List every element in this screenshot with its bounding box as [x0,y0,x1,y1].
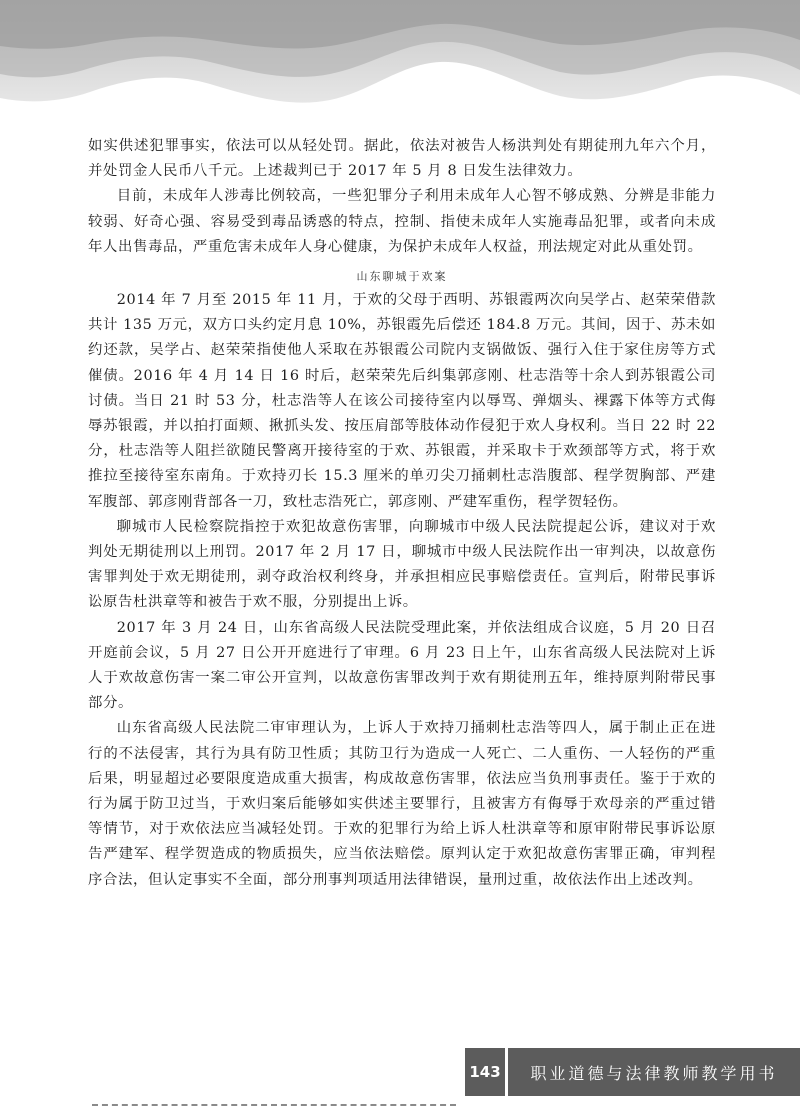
page-footer [0,1040,800,1117]
paragraph-second-instance: 2017 年 3 月 24 日，山东省高级人民法院受理此案，并依法组成合议庭，5 月 20 日召开庭前会议，5 月 27 日公开开庭进行了审理。6 月 23 日上午，山东省高级人民法院对上诉人于欢故意伤害一案二审公开宣判，以故意伤害罪改判于欢有期徒刑五年，维持原判附带民事部分。 [88,619,716,712]
paragraph-first-instance: 聊城市人民检察院指控于欢犯故意伤害罪，向聊城市中级人民法院提起公诉，建议对于欢判处无期徒刑以上刑罚。2017 年 2 月 17 日，聊城市中级人民法院作出一审判决，以故意伤害罪判处于欢无期徒刑，剥夺政治权利终身，并承担相应民事赔偿责任。宣判后，附带民事诉讼原告杜洪章等和被告于欢不服，分别提出上诉。 [88,518,716,611]
header-wave-band [0,0,800,125]
paragraph-intro-continued: 如实供述犯罪事实，依法可以从轻处罚。据此，依法对被告人杨洪判处有期徒刑九年六个月，并处罚金人民币八千元。上述裁判已于 2017 年 5 月 8 日发生法律效力。 [88,138,716,180]
paragraph-case-facts: 2014 年 7 月至 2015 年 11 月，于欢的父母于西明、苏银霞两次向吴学占、赵荣荣借款共计 135 万元，双方口头约定月息 10%，苏银霞先后偿还 184.8 万元。其间，因于、苏未如约还款，吴学占、赵荣荣指使他人采取在苏银霞公司院内支锅做饭、强行入住于家住房等方式催债。2016 年 4 月 14 日 16 时后，赵荣荣先后纠集郭彦刚、杜志浩等十余人到苏银霞公司讨债。当日 21 时 53 分，杜志浩等人在该公司接待室内以辱骂、弹烟头、裸露下体等方式侮辱苏银霞，并以拍打面颊、揪抓头发、按压肩部等肢体动作侵犯于欢人身权利。当日 22 时 22 分，杜志浩等人阻拦欲随民警离开接待室的于欢、苏银霞，并采取卡于欢颈部等方式，将于欢推拉至接待室东南角。于欢持刃长 15.3 厘米的单刃尖刀捅刺杜志浩腹部、程学贺胸部、严建军腹部、郭彦刚背部各一刀，致杜志浩死亡，郭彦刚、严建军重伤，程学贺轻伤。 [88,292,716,510]
paragraph-court-reasoning: 山东省高级人民法院二审审理认为，上诉人于欢持刀捅刺杜志浩等四人，属于制止正在进行的不法侵害，其行为具有防卫性质；其防卫行为造成一人死亡、二人重伤、一人轻伤的严重后果，明显超过必要限度造成重大损害，构成故意伤害罪，依法应当负刑事责任。鉴于于欢的行为属于防卫过当，于欢归案后能够如实供述主要罪行，且被害方有侮辱于欢母亲的严重过错等情节，对于欢依法应当减轻处罚。于欢的犯罪行为给上诉人杜洪章等和原审附带民事诉讼原告严建军、程学贺造成的物质损失，应当依法赔偿。原判认定于欢犯故意伤害罪正确，审判程序合法，但认定事实不全面，部分刑事判项适用法律错误，量刑过重，故依法作出上述改判。 [88,720,716,888]
footer-dashed-divider [92,1104,456,1106]
book-title: 职业道德与法律教师教学用书 [508,1048,800,1096]
page-number: 143 [465,1048,505,1096]
case-heading: 山东聊城于欢案 [356,270,448,284]
page-body [88,134,716,893]
paragraph-minor-drug-crime: 目前，未成年人涉毒比例较高，一些犯罪分子利用未成年人心智不够成熟、分辨是非能力较弱、好奇心强、容易受到毒品诱惑的特点，控制、指使未成年人实施毒品犯罪，或者向未成年人出售毒品，严重危害未成年人身心健康，为保护未成年人权益，刑法规定对此从重处罚。 [88,188,716,255]
